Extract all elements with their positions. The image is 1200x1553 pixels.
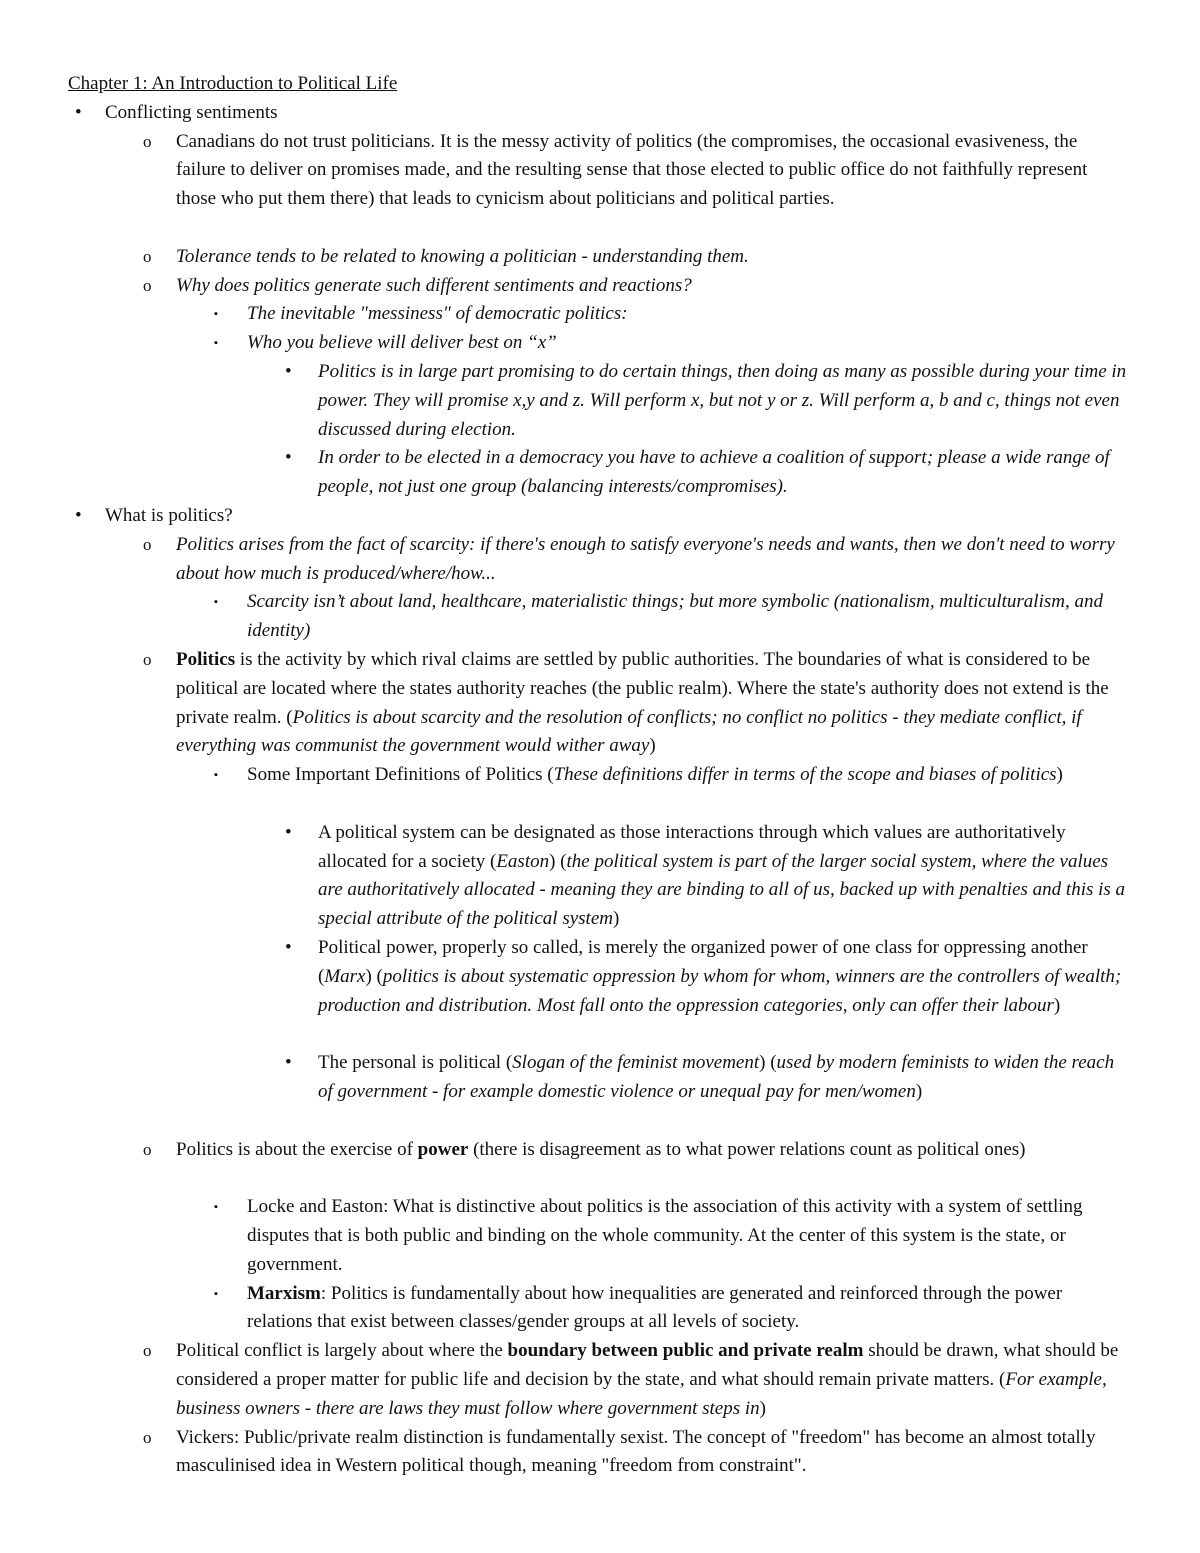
list-item-level-4	[285, 444, 1130, 502]
list-item-level-4	[285, 358, 1130, 444]
italic-text: the political system is part of the larger social system, where the values are authoritatively allocated - meaning they are binding to all of us, backed up with penalties and this is a special attribute of the political system	[318, 850, 1126, 930]
list-item-level-2	[143, 531, 1130, 589]
list-item-level-2	[143, 128, 1130, 214]
bullet-marker: •	[285, 447, 292, 469]
chapter-title: Chapter 1: An Introduction to Political Life	[68, 73, 398, 94]
italic-text: Marx	[324, 965, 366, 987]
text-run: A political system can be designated as those interactions through which values are authoritatively allocated for a society (	[318, 821, 1066, 872]
text-run: Canadians do not trust politicians. It is the messy activity of politics (the compromises, the occasional evasiveness, the failure to deliver on promises made, and the resulting sense that those elected to public office do not faithfully represent those who put them there) that leads to cynicism about politicians and political parties.	[176, 130, 1088, 210]
list-item-level-2	[143, 272, 1130, 301]
italic-text: used by modern feminists to widen the reach of government - for example domestic violence or unequal pay for men/women	[318, 1052, 1115, 1102]
bullet-marker: •	[285, 361, 292, 382]
list-item-level-4	[285, 819, 1130, 934]
text-run: )	[915, 1080, 923, 1102]
text-run: The personal is political (	[318, 1052, 513, 1074]
list-item-level-3	[214, 329, 1130, 358]
text-run: Vickers: Public/private realm distinction is fundamentally sexist. The concept of "freedom" has become an almost totally masculinised idea in Western political though, meaning "freedom from constraint".	[176, 1426, 1096, 1477]
list-item-level-1	[75, 99, 1130, 128]
italic-text: Tolerance tends to be related to knowing a politician - understanding them.	[176, 245, 749, 267]
italic-text: Easton	[496, 850, 550, 872]
list-item-level-2	[143, 646, 1130, 761]
list-item-level-1	[75, 502, 1130, 531]
italic-text: Slogan of the feminist movement	[512, 1052, 760, 1074]
bold-text: Marxism	[247, 1282, 321, 1304]
text-run: )	[1053, 994, 1061, 1016]
bullet-marker: o	[143, 534, 152, 554]
bold-text: boundary between public and private realm	[507, 1340, 864, 1362]
bullet-marker: o	[143, 275, 152, 295]
text-run: ) (	[759, 1052, 777, 1074]
bullet-marker: o	[143, 246, 152, 266]
text-run: : Politics is fundamentally about how inequalities are generated and reinforced through the power relations that exist between classes/gender groups at all levels of society.	[247, 1282, 1063, 1333]
bullet-marker: ▪	[214, 337, 218, 350]
text-run: Political conflict is largely about where the	[176, 1340, 508, 1362]
text-run: )	[759, 1397, 766, 1419]
bullet-marker: •	[75, 101, 82, 123]
text-run: )	[612, 908, 620, 930]
italic-text: Scarcity isn’t about land, healthcare, materialistic things; but more symbolic (nationalism, multiculturalism, and identity)	[247, 591, 1103, 642]
text-run: Some Important Definitions of Politics (	[247, 764, 554, 786]
bullet-marker: •	[75, 505, 82, 526]
italic-text: politics is about systematic oppression by whom for whom, winners are the controllers of wealth; production and distribution. Most fall onto the oppression categories, only can offer their labour	[318, 965, 1122, 1016]
list-item-level-2	[143, 243, 1130, 272]
bullet-marker: ▪	[214, 1287, 218, 1300]
bullet-marker: •	[285, 937, 292, 958]
bullet-marker: o	[143, 1139, 152, 1159]
text-run: What is politics?	[105, 505, 233, 526]
bold-text: power	[417, 1138, 469, 1160]
italic-text: Why does politics generate such different sentiments and reactions?	[176, 274, 692, 296]
text-run: Conflicting sentiments	[105, 101, 278, 123]
bullet-marker: ▪	[214, 308, 218, 321]
list-item-level-2	[143, 1424, 1130, 1482]
bullet-marker: •	[285, 821, 292, 843]
bold-text: Politics	[176, 649, 236, 670]
bullet-marker: o	[143, 1341, 152, 1361]
italic-text: For example, business owners - there are laws they must follow where government steps in	[176, 1368, 1107, 1419]
italic-text: Politics is in large part promising to do certain things, then doing as many as possible during your time in power. They will promise x,y and z. Will perform x, but not y or z. Will perform a, b and c, things not even discussed during election.	[318, 361, 1127, 440]
italic-text: Politics arises from the fact of scarcity: if there's enough to satisfy everyone's needs and wants, then we don't need to worry about how much is produced/where/how...	[176, 533, 1115, 584]
bullet-marker: o	[143, 131, 152, 151]
text-run: )	[1056, 764, 1063, 786]
text-run: ) (	[549, 850, 567, 872]
text-run: )	[649, 735, 656, 757]
bullet-marker: ▪	[214, 596, 218, 609]
list-item-level-3	[214, 1280, 1130, 1338]
bullet-marker: o	[143, 1427, 152, 1447]
bullet-marker: ▪	[214, 769, 218, 782]
list-item-level-3	[214, 300, 1130, 329]
text-run: is the activity by which rival claims are settled by public authorities. The boundaries of what is considered to be political are located where the states authority reaches (the public realm). Where the state's authority does not extend is the private realm. (	[176, 649, 1109, 728]
bullet-marker: ▪	[214, 1201, 218, 1214]
italic-text: The inevitable "messiness" of democratic politics:	[247, 303, 628, 325]
text-run: should be drawn, what should be considered a proper matter for public life and decision by the state, and what should remain private matters. (	[176, 1340, 1119, 1390]
list-item-level-3	[214, 588, 1130, 646]
list-item-level-4	[285, 934, 1130, 1020]
text-run: Political power, properly so called, is merely the organized power of one class for oppressing another (	[318, 937, 1088, 987]
bullet-marker: o	[143, 650, 152, 669]
list-item-level-2	[143, 1337, 1130, 1423]
text-run: Politics is about the exercise of	[176, 1138, 418, 1160]
text-run: (there is disagreement as to what power relations count as political ones)	[468, 1138, 1026, 1160]
list-item-level-4	[285, 1049, 1130, 1107]
italic-text: In order to be elected in a democracy you have to achieve a coalition of support; please a wide range of people, not just one group (balancing interests/compromises).	[318, 447, 1110, 498]
text-run: ) (	[365, 965, 383, 987]
italic-text: Who you believe will deliver best on “x”	[247, 332, 557, 354]
italic-text: These definitions differ in terms of the scope and biases of politics	[553, 764, 1057, 786]
text-run: Locke and Easton: What is distinctive about politics is the association of this activity with a system of settling disputes that is both public and binding on the whole community. At the center of this system is the state, or government.	[247, 1196, 1083, 1275]
list-item-level-3	[214, 761, 1130, 790]
italic-text: Politics is about scarcity and the resolution of conflicts; no conflict no politics - they mediate conflict, if everything was communist the government would wither away	[176, 706, 1082, 757]
list-item-level-3	[214, 1193, 1130, 1279]
bullet-marker: •	[285, 1052, 292, 1074]
list-item-level-2	[143, 1136, 1130, 1165]
